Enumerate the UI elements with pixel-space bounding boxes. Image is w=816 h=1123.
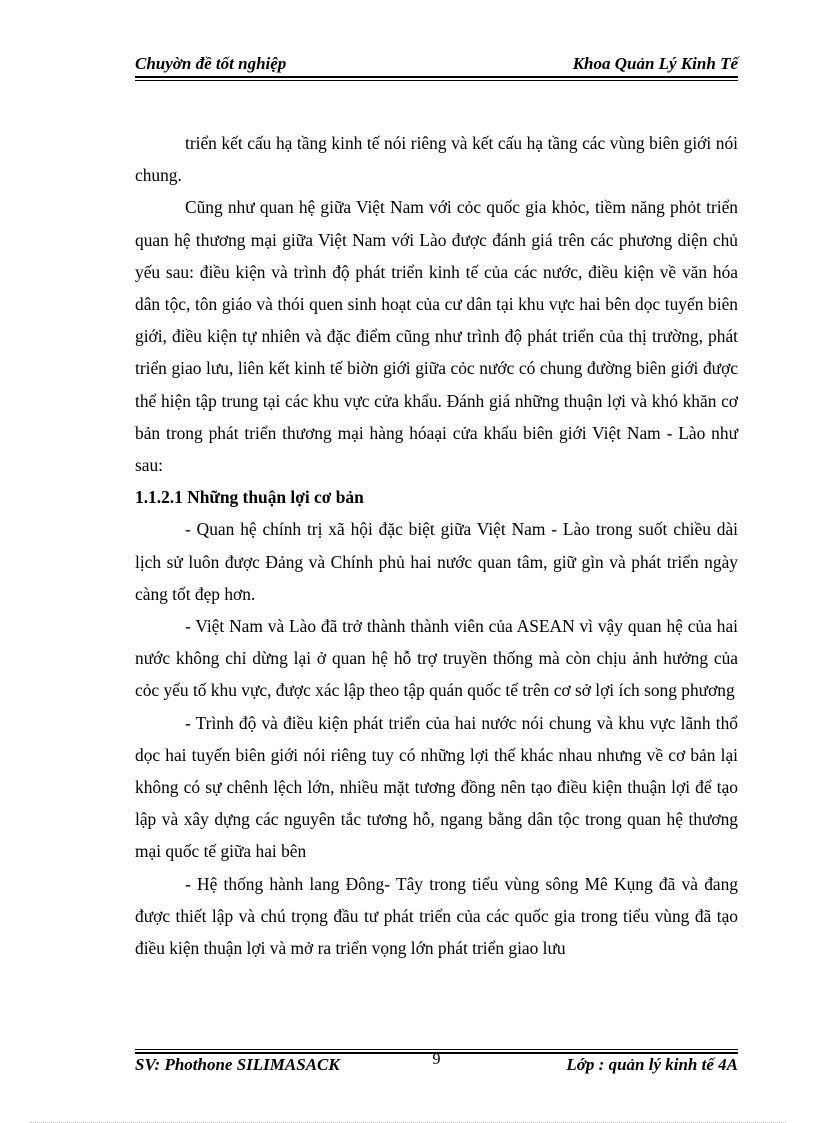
bullet-development-level: - Trình độ và điều kiện phát triển của hai nước nói chung và khu vực lãnh thổ dọc hai tuyến biên giới nói riêng tuy có những lợi thế khác nhau nhưng về cơ bản lại không có sự chênh lệch lớn, nhiều mặt tương đồng nên tạo điều kiện thuận lợi để tạo lập và xây dựng các nguyên tắc tương hỗ, ngang bằng dân tộc trong quan hệ thương mại quốc tế giữa hai bên bbox=[135, 712, 738, 862]
page-footer bbox=[135, 1053, 738, 1077]
section-heading: 1.1.2.1 Những thuận lợi cơ bản bbox=[135, 487, 364, 508]
document-body bbox=[135, 127, 738, 964]
bullet-east-west-corridor: - Hệ thống hành lang Đông- Tây trong tiểu vùng sông Mê Kụng đã và đang được thiết lập và chú trọng đầu tư phát triển của các quốc gia trong tiểu vùng đã tạo điều kiện thuận lợi và mở ra triển vọng lớn phát triển giao lưu bbox=[135, 873, 738, 959]
header-left-title: Chuyờn đề tốt nghiệp bbox=[135, 54, 287, 73]
paragraph-continuation: triển kết cấu hạ tầng kinh tế nói riêng và kết cấu hạ tầng các vùng biên giới nói chung. bbox=[135, 133, 738, 186]
header-right-title: Khoa Quản Lý Kinh Tế bbox=[572, 54, 738, 73]
footer-student: SV: Phothone SILIMASACK bbox=[135, 1055, 340, 1074]
header-rule bbox=[135, 76, 738, 81]
bullet-political-relations: - Quan hệ chính trị xã hội đặc biệt giữa Việt Nam - Lào trong suốt chiều dài lịch sử luôn được Đảng và Chính phủ hai nước quan tâm, giữ gìn và phát triển ngày càng tốt đẹp hơn. bbox=[135, 519, 738, 604]
page-number: 9 bbox=[432, 1051, 441, 1068]
bullet-asean: - Việt Nam và Lào đã trở thành thành viên của ASEAN vì vậy quan hệ của hai nước không chỉ dừng lại ở quan hệ hỗ trợ truyền thống mà còn chịu ảnh hưởng của cỏc yếu tố khu vực, được xác lập theo tập quán quốc tế trên cơ sở lợi ích song phương bbox=[135, 616, 738, 701]
paragraph-potential: Cũng như quan hệ giữa Việt Nam với cỏc quốc gia khỏc, tiềm năng phỏt triển quan hệ thương mại giữa Việt Nam với Lào được đánh giá trên các phương diện chủ yếu sau: điều kiện và trình độ phát triển kinh tế của các nước, điều kiện về văn hóa dân tộc, tôn giáo và thói quen sinh hoạt của cư dân tại khu vực hai bên dọc tuyến biên giới, điều kiện tự nhiên và đặc điểm cũng như trình độ phát triển của thị trường, phát triển giao lưu, liên kết kinh tế biờn giới giữa cỏc nước có chung đường biên giới được thể hiện tập trung tại các khu vực cửa khẩu. Đánh giá những thuận lợi và khó khăn cơ bản trong phát triển thương mại hàng hóaại cửa khẩu biên giới Việt Nam - Lào như sau: bbox=[135, 197, 738, 476]
footer-class: Lớp : quản lý kinh tế 4A bbox=[566, 1055, 738, 1074]
page-header bbox=[135, 50, 738, 74]
